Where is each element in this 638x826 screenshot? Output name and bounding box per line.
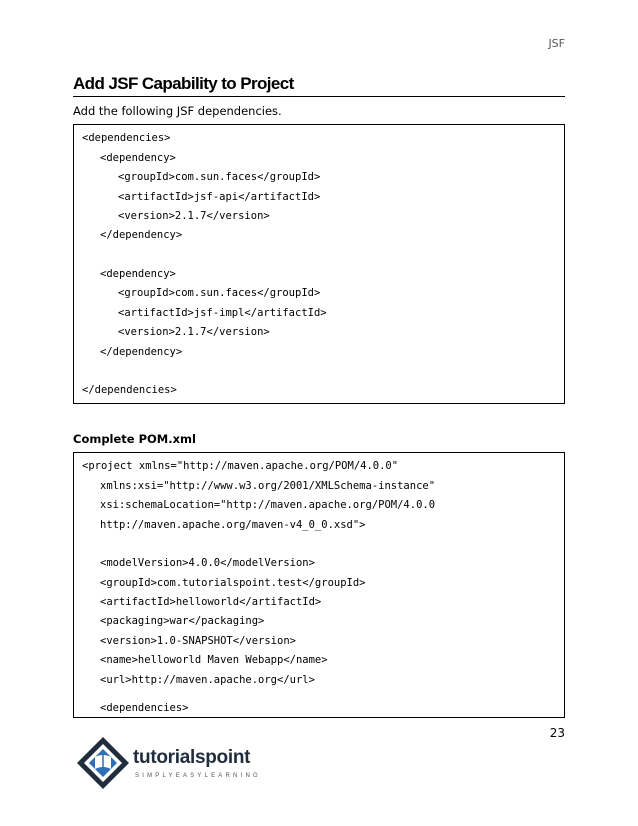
tutorialspoint-logo (73, 733, 263, 793)
code-line: <groupId>com.sun.faces</groupId> (118, 171, 321, 183)
code-line: <artifactId>jsf-impl</artifactId> (118, 307, 327, 319)
subheading-pom: Complete POM.xml (73, 432, 196, 446)
logo-tagline: SIMPLYEASYLEARNING (135, 773, 261, 779)
code-line: xmlns:xsi="http://www.w3.org/2001/XMLSchema-instance" (100, 480, 436, 492)
intro-text: Add the following JSF dependencies. (73, 104, 282, 118)
code-line: <version>1.0-SNAPSHOT</version> (100, 635, 296, 647)
code-line: </dependency> (100, 229, 183, 241)
section-title: Add JSF Capability to Project (73, 74, 565, 97)
running-header: JSF (548, 37, 565, 50)
code-line: <packaging>war</packaging> (100, 615, 265, 627)
code-line: <url>http://maven.apache.org</url> (100, 674, 315, 686)
code-line: <modelVersion>4.0.0</modelVersion> (100, 557, 315, 569)
code-block-dependencies (73, 124, 565, 404)
code-line: <dependencies> (100, 702, 189, 714)
code-line: http://maven.apache.org/maven-v4_0_0.xsd"> (100, 519, 366, 531)
code-line: <name>helloworld Maven Webapp</name> (100, 654, 328, 666)
code-line: xsi:schemaLocation="http://maven.apache.org/POM/4.0.0 (100, 499, 436, 511)
code-line: <dependency> (100, 268, 176, 280)
code-block-pom (73, 452, 565, 718)
code-line: <artifactId>jsf-api</artifactId> (118, 191, 321, 203)
code-line: <dependency> (100, 152, 176, 164)
code-line: </dependencies> (82, 384, 177, 396)
code-line: <version>2.1.7</version> (118, 210, 270, 222)
code-line: <version>2.1.7</version> (118, 326, 270, 338)
code-line: <groupId>com.sun.faces</groupId> (118, 287, 321, 299)
logo-emblem-icon (77, 737, 129, 789)
code-line: <dependencies> (82, 132, 171, 144)
code-line: </dependency> (100, 346, 183, 358)
code-line: <artifactId>helloworld</artifactId> (100, 596, 322, 608)
code-line: <project xmlns="http://maven.apache.org/POM/4.0.0" (82, 460, 399, 472)
logo-wordmark: tutorialspoint (133, 747, 251, 768)
page-number: 23 (549, 726, 565, 740)
code-line: <groupId>com.tutorialspoint.test</groupId> (100, 577, 366, 589)
